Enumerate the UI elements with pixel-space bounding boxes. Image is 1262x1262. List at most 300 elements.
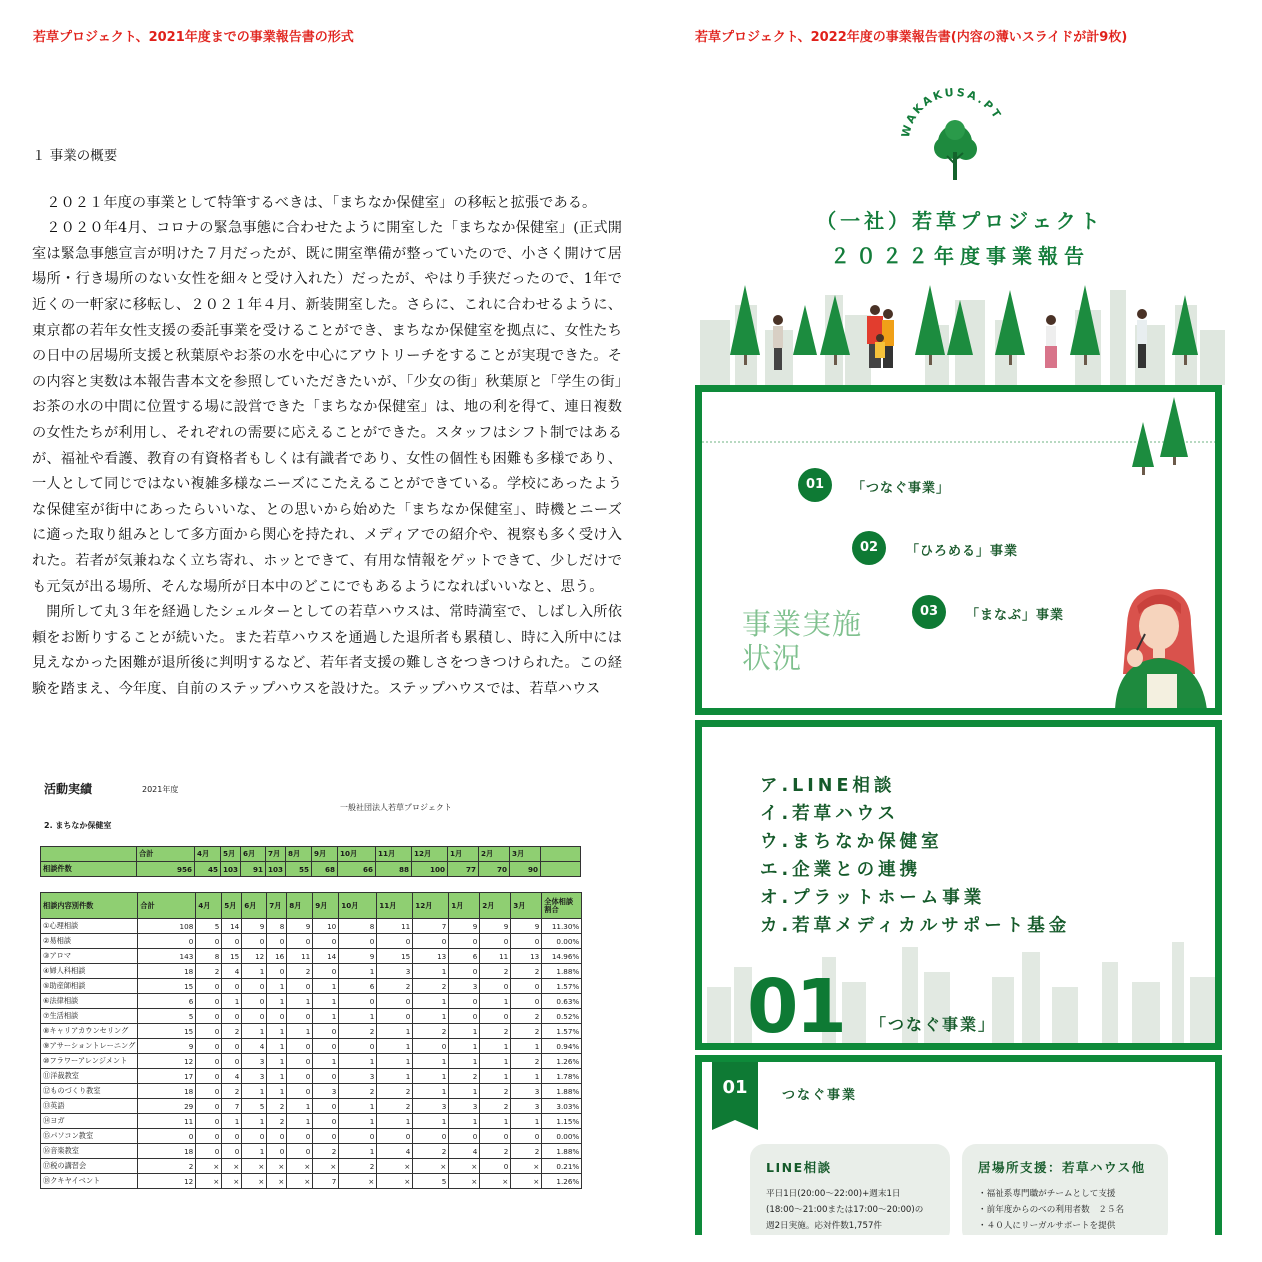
table-cell: 0: [242, 979, 267, 994]
table-cell: 0: [196, 1039, 222, 1054]
table-cell: 1: [413, 994, 449, 1009]
table-cell: 3: [242, 1054, 267, 1069]
table-cell: 1: [267, 1024, 287, 1039]
table-cell: ×: [511, 1159, 542, 1174]
table-cell: 1: [267, 1054, 287, 1069]
table-cell: 1: [449, 1084, 480, 1099]
table-cell: 4: [449, 1144, 480, 1159]
table-cell: ×: [242, 1174, 267, 1189]
table-cell: 2: [511, 1144, 542, 1159]
table-cell: 3: [377, 964, 413, 979]
row-label: ⑮パソコン教室: [41, 1129, 138, 1144]
table-cell: 0: [413, 1129, 449, 1144]
table-cell: 17: [138, 1069, 196, 1084]
share-cell: 1.26%: [542, 1174, 582, 1189]
table-row: [41, 1099, 582, 1114]
table-cell: 0: [267, 1144, 287, 1159]
table-cell: 10: [313, 919, 339, 934]
table-row: [41, 1069, 582, 1084]
activity-year: 2021年度: [142, 785, 179, 794]
table-cell: 2: [138, 1159, 196, 1174]
table-cell: 1: [287, 1114, 313, 1129]
table-cell: 0: [287, 1054, 313, 1069]
table-cell: 2: [511, 1024, 542, 1039]
table-cell: 2: [480, 1144, 511, 1159]
table-cell: 0: [222, 1039, 242, 1054]
table-cell: 18: [138, 1144, 196, 1159]
table-cell: ×: [196, 1159, 222, 1174]
table-row: [41, 1009, 582, 1024]
table-cell: 0: [267, 1009, 287, 1024]
table-cell: 1: [449, 1039, 480, 1054]
table-cell: 2: [339, 1084, 377, 1099]
table-cell: 956: [137, 862, 195, 877]
table-cell: 0: [449, 964, 480, 979]
table-cell: ×: [480, 1174, 511, 1189]
table-cell: ×: [196, 1174, 222, 1189]
table-cell: 108: [138, 919, 196, 934]
header-cell: 7月: [267, 893, 287, 919]
header-cell: 2月: [479, 847, 510, 862]
slide-number: 01: [747, 964, 844, 1050]
table-cell: 2: [377, 1099, 413, 1114]
row-label: ⑩フラワーアレンジメント: [41, 1054, 138, 1069]
table-cell: 1: [413, 1069, 449, 1084]
header-cell: 10月: [338, 847, 376, 862]
table-cell: 0: [287, 1144, 313, 1159]
table-cell: 0: [313, 1039, 339, 1054]
table-cell: 1: [313, 979, 339, 994]
slides-panel: [695, 60, 1225, 1235]
number-badge: 01: [712, 1062, 758, 1120]
table-cell: ×: [511, 1174, 542, 1189]
row-label: ⑫ものづくり教室: [41, 1084, 138, 1099]
row-label: ⑪洋裁教室: [41, 1069, 138, 1084]
table-cell: 0: [377, 934, 413, 949]
header-cell: 1月: [449, 893, 480, 919]
table-cell: 91: [241, 862, 266, 877]
table-cell: 0: [480, 1159, 511, 1174]
table-cell: 1: [480, 1054, 511, 1069]
table-cell: 4: [242, 1039, 267, 1054]
table-cell: 3: [511, 1084, 542, 1099]
category-table: [40, 892, 582, 1189]
table-cell: ×: [377, 1174, 413, 1189]
table-cell: 1: [267, 979, 287, 994]
header-cell: 2月: [480, 893, 511, 919]
table-cell: 4: [222, 1069, 242, 1084]
header-cell: 5月: [221, 847, 241, 862]
woman-thinking-illustration: [1107, 584, 1212, 710]
table-row: [41, 934, 582, 949]
table-cell: 0: [449, 1129, 480, 1144]
table-cell: 0: [480, 979, 511, 994]
table-cell: 8: [267, 919, 287, 934]
table-cell: ×: [287, 1174, 313, 1189]
header-cell: 1月: [448, 847, 479, 862]
table-row: [41, 1174, 582, 1189]
share-cell: 0.00%: [542, 1129, 582, 1144]
table-row: [41, 1144, 582, 1159]
table-cell: 0: [222, 979, 242, 994]
table-cell: ×: [242, 1159, 267, 1174]
table-cell: 11: [480, 949, 511, 964]
table-cell: 1: [339, 964, 377, 979]
slide-label: 「つなぐ事業」: [870, 1015, 997, 1034]
table-cell: 15: [377, 949, 413, 964]
slide-list: [695, 720, 1222, 1050]
table-row: [41, 964, 582, 979]
table-cell: 1: [480, 1114, 511, 1129]
table-row: [41, 949, 582, 964]
table-cell: 6: [138, 994, 196, 1009]
table-cell: ×: [377, 1159, 413, 1174]
table-cell: 0: [511, 979, 542, 994]
table-cell: 0: [242, 934, 267, 949]
table-cell: 8: [339, 919, 377, 934]
table-cell: 0: [196, 979, 222, 994]
table-cell: 1: [222, 1114, 242, 1129]
row-label: ②易相談: [41, 934, 138, 949]
table-cell: 2: [267, 1099, 287, 1114]
table-cell: 0: [313, 1069, 339, 1084]
table-cell: 88: [376, 862, 412, 877]
table-cell: 1: [480, 1069, 511, 1084]
right-heading: 若草プロジェクト、2022年度の事業報告書(内容の薄いスライドが計9枚): [695, 30, 1128, 45]
row-label: ⑰税の講習会: [41, 1159, 138, 1174]
list-item: イ.若草ハウス: [760, 804, 900, 824]
table-cell: 0: [287, 1069, 313, 1084]
table-cell: ×: [287, 1159, 313, 1174]
card-line: (18:00〜21:00または17:00〜20:00)の: [766, 1205, 924, 1215]
table-cell: ×: [449, 1174, 480, 1189]
table-cell: 0: [196, 1084, 222, 1099]
table-cell: 0: [196, 1144, 222, 1159]
table-cell: 0: [267, 964, 287, 979]
table-cell: 2: [511, 964, 542, 979]
card-title: 居場所支援：若草ハウス他: [978, 1160, 1146, 1175]
table-cell: 0: [511, 934, 542, 949]
table-cell: 5: [413, 1174, 449, 1189]
table-cell: 0: [196, 1099, 222, 1114]
table-cell: 1: [339, 1099, 377, 1114]
table-row: [41, 994, 582, 1009]
share-cell: 3.03%: [542, 1099, 582, 1114]
report-paragraph: 開所して丸３年を経過したシェルターとしての若草ハウスは、常時満室で、しばし入所依頼をお断りすることが続いた。また若草ハウスを通過した退所者も累積し、時に入所中には見えなかった困難が退所後に判明するなど、若年者支援の難しさをつきつけられた。この経験を踏まえ、今年度、自前のステップハウスを設けた。ステップハウスでは、若草ハウス: [32, 604, 622, 697]
table-cell: 2: [222, 1084, 242, 1099]
table-cell: 0: [222, 1129, 242, 1144]
table-cell: 1: [511, 1039, 542, 1054]
table-cell: 0: [196, 1009, 222, 1024]
table-cell: 1: [242, 1024, 267, 1039]
table-cell: 0: [242, 994, 267, 1009]
table-cell: 0: [313, 1114, 339, 1129]
table-cell: 1: [413, 964, 449, 979]
table-cell: 14: [222, 919, 242, 934]
share-cell: 1.15%: [542, 1114, 582, 1129]
menu-label-2: 「ひろめる」事業: [906, 544, 1019, 559]
table-cell: 1: [377, 1114, 413, 1129]
table-cell: 0: [511, 994, 542, 1009]
row-label: ⑧キャリアカウンセリング: [41, 1024, 138, 1039]
table-cell: 0: [413, 934, 449, 949]
header-cell: 6月: [242, 893, 267, 919]
header-cell: 12月: [413, 893, 449, 919]
table-cell: 1: [339, 1114, 377, 1129]
row-label: ⑭ヨガ: [41, 1114, 138, 1129]
table-cell: ×: [449, 1159, 480, 1174]
table-cell: 1: [242, 1144, 267, 1159]
header-cell: 全体相談割合: [542, 893, 582, 919]
table-cell: ×: [413, 1159, 449, 1174]
report-title-line1: （一社）若草プロジェクト: [816, 209, 1104, 233]
table-cell: 7: [222, 1099, 242, 1114]
table-cell: [541, 862, 581, 877]
row-label: ⑱クキヤイベント: [41, 1174, 138, 1189]
table-cell: 66: [338, 862, 376, 877]
header-cell: 3月: [511, 893, 542, 919]
table-row: [41, 1159, 582, 1174]
table-cell: 103: [221, 862, 241, 877]
table-cell: 9: [287, 919, 313, 934]
table-cell: 0: [222, 1054, 242, 1069]
table-cell: 1: [377, 1024, 413, 1039]
table-cell: 2: [511, 1009, 542, 1024]
slide-menu: [695, 385, 1222, 715]
table-cell: 0: [377, 994, 413, 1009]
table-cell: 143: [138, 949, 196, 964]
left-heading: 若草プロジェクト、2021年度までの事業報告書の形式: [33, 30, 354, 45]
row-label: ⑦生活相談: [41, 1009, 138, 1024]
section-title: １ 事業の概要: [32, 148, 118, 164]
row-label: ⑬英語: [41, 1099, 138, 1114]
table-cell: 2: [449, 1069, 480, 1084]
share-cell: 0.94%: [542, 1039, 582, 1054]
header-cell: 5月: [222, 893, 242, 919]
table-cell: 2: [413, 1144, 449, 1159]
table-cell: 0: [196, 1024, 222, 1039]
header-cell: [541, 847, 581, 862]
table-cell: 2: [196, 964, 222, 979]
table-cell: 3: [511, 1099, 542, 1114]
table-cell: 1: [267, 1069, 287, 1084]
table-cell: 2: [377, 979, 413, 994]
activity-sheet: [40, 780, 620, 1190]
row-label: ①心理相談: [41, 919, 138, 934]
table-cell: 0: [377, 1129, 413, 1144]
share-cell: 1.26%: [542, 1054, 582, 1069]
business-list: [760, 772, 1070, 940]
table-cell: 1: [377, 1039, 413, 1054]
table-cell: 90: [510, 862, 541, 877]
table-cell: 1: [449, 1114, 480, 1129]
card-line: 週2日実施。応対件数1,757件: [766, 1221, 883, 1231]
table-cell: 29: [138, 1099, 196, 1114]
table-cell: 18: [138, 964, 196, 979]
row-label: ⑨アサーショントレーニング: [41, 1039, 138, 1054]
activity-section: 2. まちなか保健室: [44, 821, 112, 830]
table-cell: 7: [413, 919, 449, 934]
table-cell: ×: [339, 1174, 377, 1189]
table-cell: 1: [449, 1024, 480, 1039]
table-cell: 0: [196, 1069, 222, 1084]
table-cell: 0: [287, 1039, 313, 1054]
line-card: [750, 1144, 950, 1235]
table-cell: 0: [449, 994, 480, 1009]
report-title-line2: ２０２２年度事業報告: [830, 244, 1090, 268]
row-label: ⑯音楽教室: [41, 1144, 138, 1159]
table-row: [41, 1039, 582, 1054]
table-header-row: [41, 847, 581, 862]
table-cell: 0: [196, 934, 222, 949]
table-cell: 1: [413, 1084, 449, 1099]
table-cell: 1: [287, 1099, 313, 1114]
table-cell: 2: [339, 1159, 377, 1174]
table-cell: 11: [138, 1114, 196, 1129]
table-cell: 2: [222, 1024, 242, 1039]
slide-decoration: [702, 392, 1215, 482]
slide-connect: [695, 1055, 1222, 1235]
share-cell: 1.88%: [542, 1144, 582, 1159]
table-cell: 2: [339, 1024, 377, 1039]
activity-title: 活動実績: [44, 782, 93, 796]
header-cell: 4月: [195, 847, 221, 862]
table-cell: 2: [413, 979, 449, 994]
share-cell: 0.21%: [542, 1159, 582, 1174]
card-line: ・福祉系専門職がチームとして支援: [978, 1189, 1116, 1199]
table-cell: 2: [511, 1054, 542, 1069]
table-row: [41, 1114, 582, 1129]
list-item: エ.企業との連携: [760, 860, 922, 880]
table-cell: 0: [287, 1009, 313, 1024]
shelter-card: [962, 1144, 1168, 1235]
logo-text: WAKAKUSA.PT: [898, 85, 1005, 139]
table-cell: 70: [479, 862, 510, 877]
table-cell: 9: [339, 949, 377, 964]
table-cell: 3: [242, 1069, 267, 1084]
card-line: ・前年度からのべの利用者数 ２５名: [978, 1205, 1125, 1215]
list-item: オ.プラットホーム事業: [760, 888, 986, 908]
table-cell: 0: [138, 934, 196, 949]
table-cell: 2: [413, 1024, 449, 1039]
table-row: [41, 919, 582, 934]
table-cell: 1: [242, 1114, 267, 1129]
table-cell: 2: [313, 1144, 339, 1159]
header-cell: 6月: [241, 847, 266, 862]
header-cell: 4月: [196, 893, 222, 919]
card-title: LINE相談: [766, 1160, 832, 1175]
table-cell: 0: [222, 1009, 242, 1024]
report-paragraph: ２０２１年度の事業として特筆するべきは、「まちなか保健室」の移転と拡張である。: [46, 194, 597, 211]
header-cell: 8月: [287, 893, 313, 919]
menu-label-1: 「つなぐ事業」: [852, 481, 951, 496]
table-cell: 7: [313, 1174, 339, 1189]
header-cell: 合計: [138, 893, 196, 919]
slide-title: 事業実施 状況: [742, 607, 863, 675]
table-cell: 100: [412, 862, 448, 877]
table-cell: 2: [480, 1024, 511, 1039]
table-cell: 2: [377, 1084, 413, 1099]
share-cell: 0.63%: [542, 994, 582, 1009]
report-paragraph: ２０２０年4月、コロナの緊急事態に合わせたように開室した「まちなか保健室」(正式開室は緊急事態宣言が明けた７月だったが、既に開室準備が整っていたので、小さく開けて居場所・行き場所のない女性を細々と受け入れた）だったが、やはり手狭だったので、1年で近くの一軒家に移転し、２０２１年４月、新装開室した。さらに、これに合わせるように、東京都の若年女性支援の委託事業を受けることができ、まちなか保健室を拠点に、女性たちの日中の居場所支援と秋葉原やお茶の水を中心にアウトリーチをすることが実現できた。その内容と実数は本報告書本文を参照していただきたいが、「少女の街」秋葉原と「学生の街」お茶の水の中間に位置する場に設営できた「まちなか保健室」は、地の利を得て、連日複数の女性たちが利用し、それぞれの需要に応えることができた。スタッフはシフト制ではあるが、福祉や看護、教育の有資格者もしくは有識者であり、女性の個性も困難も多様であり、一人として同じではない複雑多様なニーズにこたえることができている。学校にあったような保健室が街中にあったらいいな、との思いから始めた「まちなか保健室」、時機とニーズに適った取り組みとして多方面から関心を持たれ、メディアでの紹介や、視察も多く受け入れた。若者が気兼ねなく立ち寄れ、ホッとできて、有用な情報をゲットできて、少しだけでも元気が出る場所、そんな場所が日本中のどこにでもあるようになればいいなと、思う。: [32, 220, 622, 595]
table-cell: 77: [448, 862, 479, 877]
table-cell: ×: [267, 1174, 287, 1189]
table-cell: 1: [287, 994, 313, 1009]
table-cell: 9: [511, 919, 542, 934]
table-cell: 1: [449, 1054, 480, 1069]
share-cell: 1.57%: [542, 1024, 582, 1039]
table-cell: 0: [287, 979, 313, 994]
table-cell: 15: [222, 949, 242, 964]
table-cell: 9: [138, 1039, 196, 1054]
table-cell: 0: [287, 934, 313, 949]
table-cell: 3: [313, 1084, 339, 1099]
table-cell: 3: [449, 979, 480, 994]
header-cell: 8月: [286, 847, 312, 862]
table-cell: 6: [449, 949, 480, 964]
table-cell: 2: [480, 964, 511, 979]
menu-number-1: 01: [798, 468, 832, 502]
row-label: 相談件数: [41, 862, 137, 877]
table-row: [41, 1024, 582, 1039]
table-cell: 2: [267, 1114, 287, 1129]
header-cell: [41, 847, 137, 862]
header-cell: 9月: [312, 847, 338, 862]
table-cell: 0: [511, 1129, 542, 1144]
header-cell: 10月: [339, 893, 377, 919]
share-cell: 1.88%: [542, 964, 582, 979]
table-cell: 0: [196, 1054, 222, 1069]
table-cell: 1: [377, 1054, 413, 1069]
table-cell: 0: [313, 1099, 339, 1114]
table-cell: 11: [377, 919, 413, 934]
table-row: [41, 1054, 582, 1069]
table-cell: 9: [242, 919, 267, 934]
table-cell: ×: [222, 1174, 242, 1189]
table-cell: 12: [242, 949, 267, 964]
share-cell: 0.52%: [542, 1009, 582, 1024]
table-cell: 0: [267, 1129, 287, 1144]
table-row: [41, 862, 581, 877]
table-cell: 5: [138, 1009, 196, 1024]
table-cell: 0: [449, 934, 480, 949]
table-cell: 0: [313, 934, 339, 949]
table-cell: 1: [242, 1084, 267, 1099]
table-cell: 0: [287, 1129, 313, 1144]
table-cell: 0: [242, 1009, 267, 1024]
table-cell: 0: [242, 1129, 267, 1144]
table-cell: 0: [313, 964, 339, 979]
table-cell: 4: [377, 1144, 413, 1159]
city-illustration: [695, 280, 1225, 385]
table-cell: ×: [313, 1159, 339, 1174]
table-header-row: [41, 893, 582, 919]
share-cell: 14.96%: [542, 949, 582, 964]
table-cell: ×: [267, 1159, 287, 1174]
report-text: [32, 140, 622, 726]
table-cell: 9: [480, 919, 511, 934]
table-cell: 12: [138, 1054, 196, 1069]
summary-table: [40, 846, 581, 877]
header-cell: 相談内容別件数: [41, 893, 138, 919]
table-cell: 8: [196, 949, 222, 964]
menu-label-3: 「まなぶ」事業: [966, 608, 1065, 623]
table-cell: 13: [511, 949, 542, 964]
table-cell: 1: [339, 1144, 377, 1159]
table-cell: 0: [480, 1009, 511, 1024]
table-cell: 1: [413, 1114, 449, 1129]
table-cell: 1: [313, 1009, 339, 1024]
